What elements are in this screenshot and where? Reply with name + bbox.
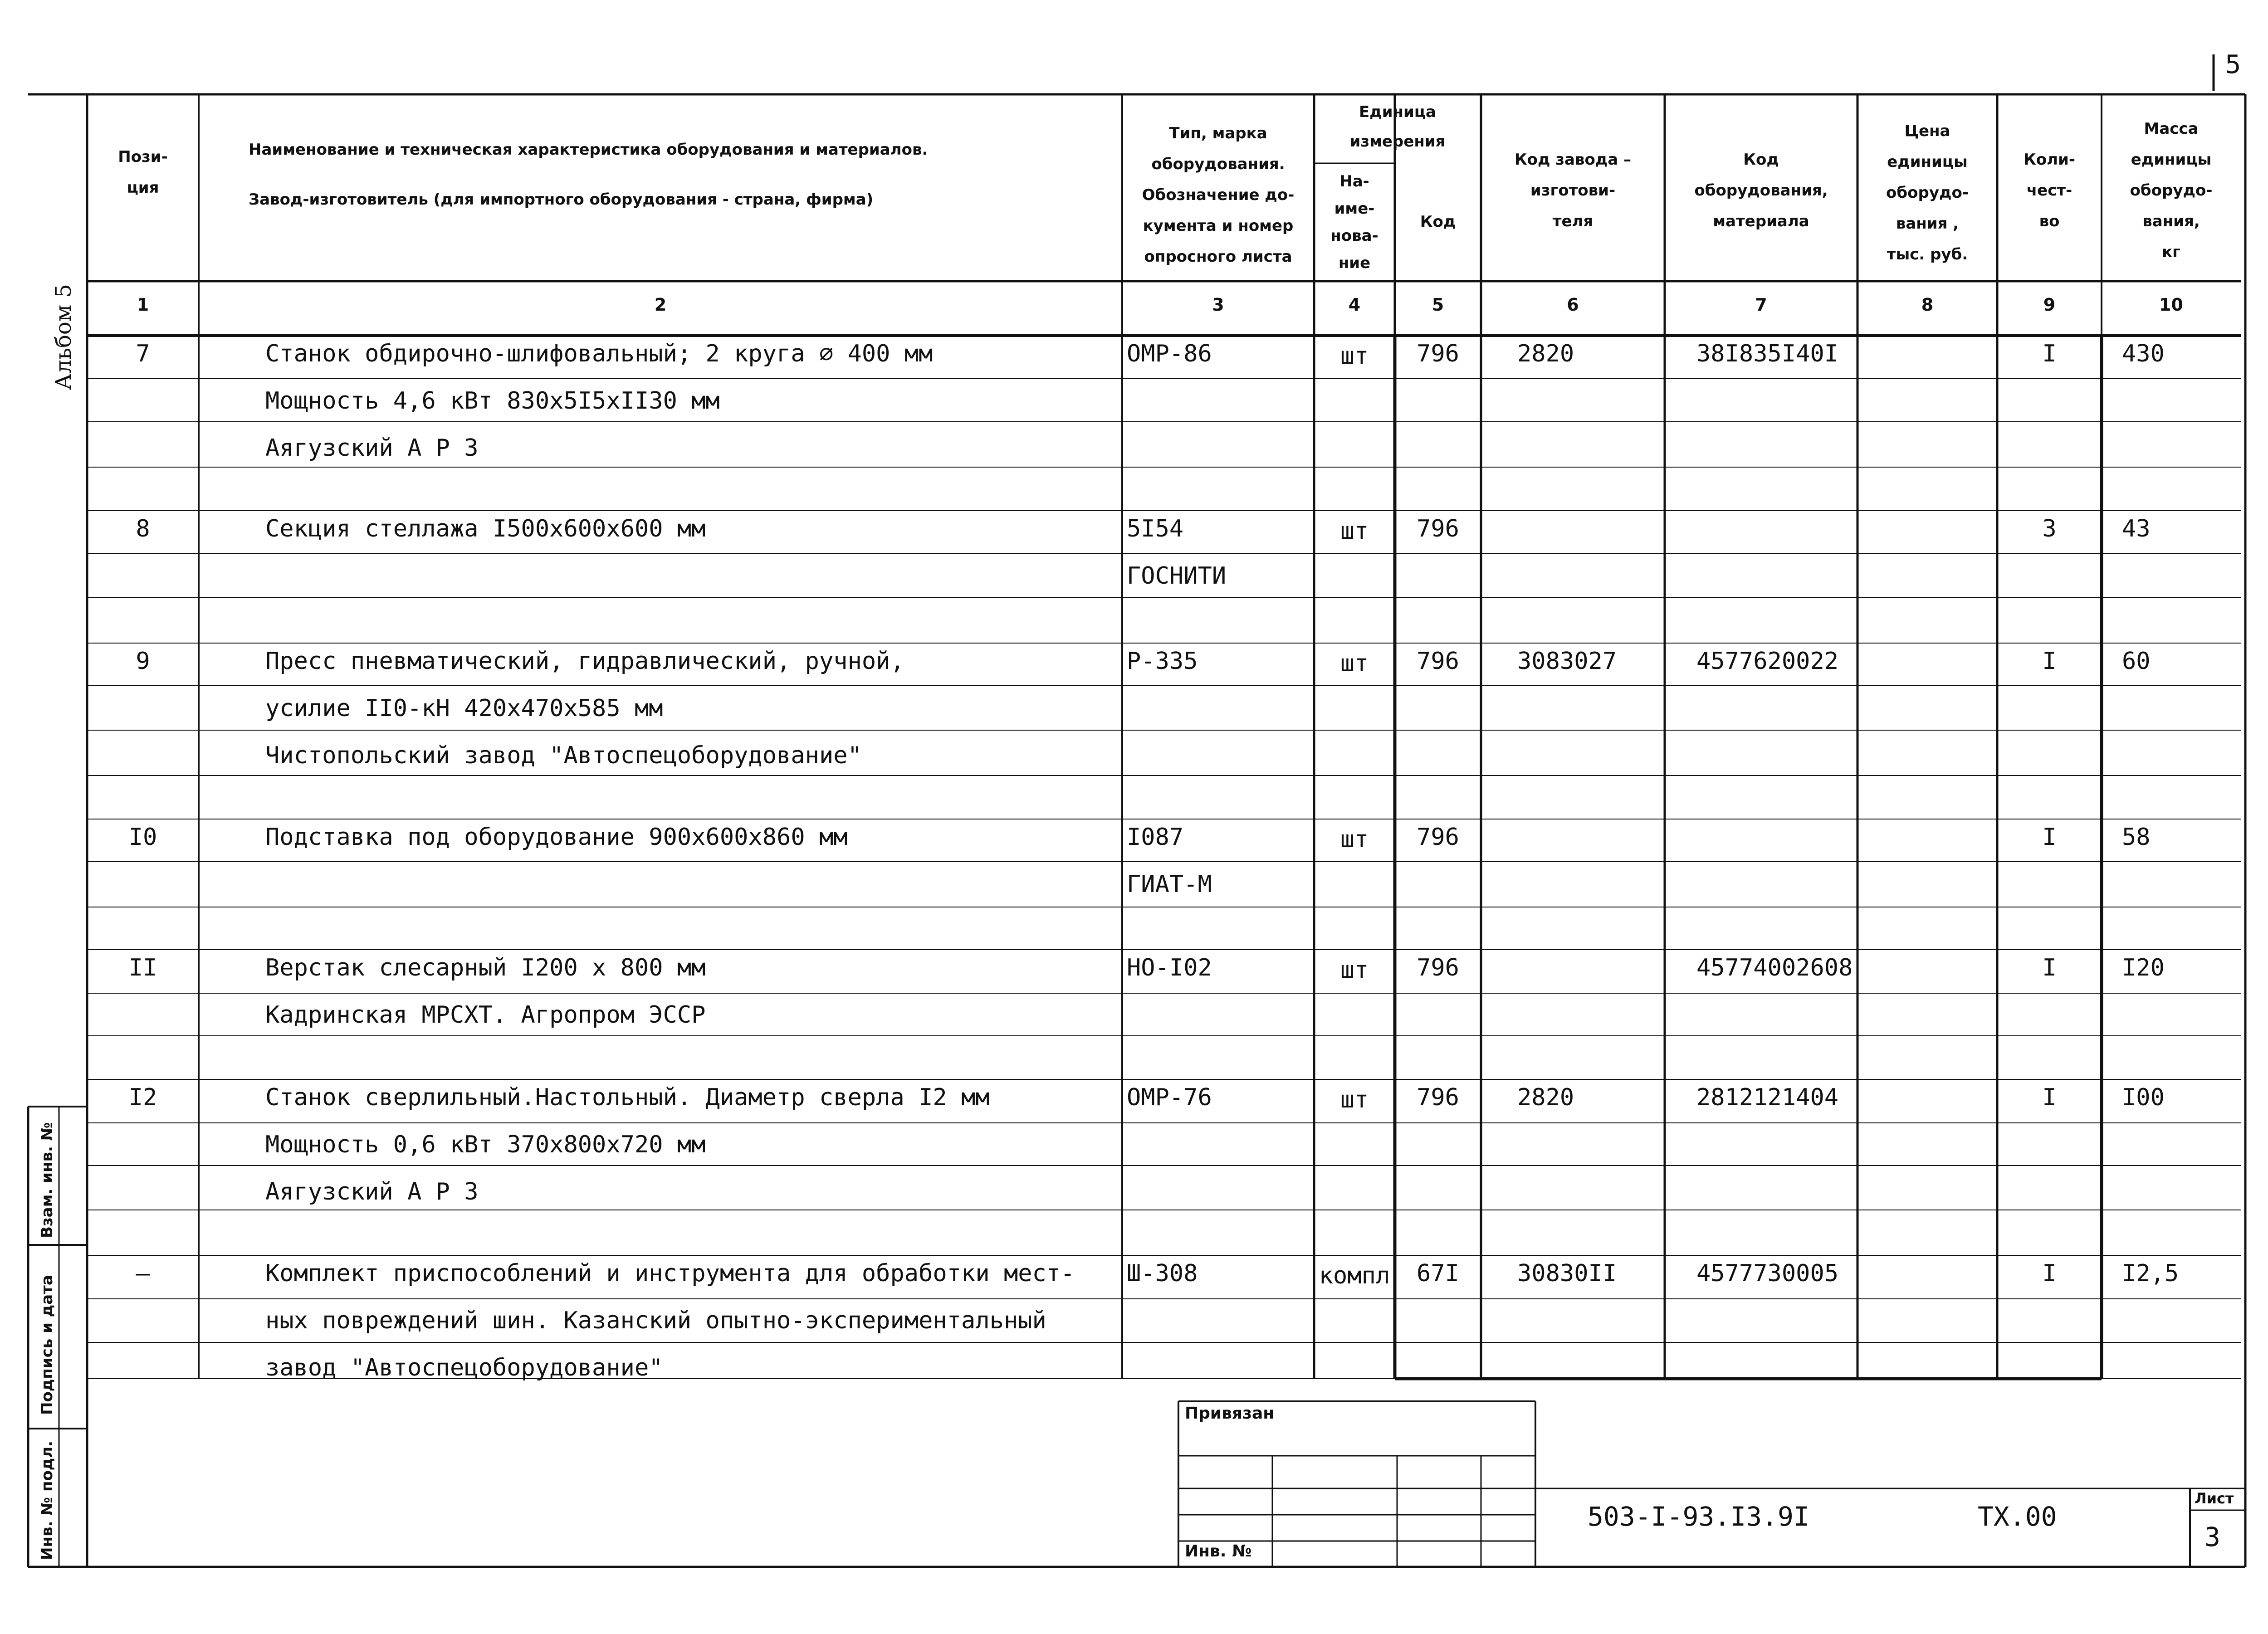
header-mass-line-3: вания, [2142, 212, 2200, 230]
stamp-list-number: 3 [2204, 1522, 2220, 1552]
header-equip-code-line-0: Код [1743, 151, 1779, 169]
column-number: 1 [137, 295, 149, 315]
row-qty: I [2042, 954, 2057, 981]
row-equip-code: 38I835I40I [1696, 340, 1839, 367]
header-mass-line-0: Масса [2144, 120, 2199, 138]
column-number: 7 [1755, 295, 1767, 315]
header-unit-code: Код [1420, 213, 1456, 231]
header-factory-code-line-1: изготови- [1530, 181, 1616, 200]
row-name-line: Подставка под оборудование 900х600х860 мм [265, 824, 848, 851]
header-unit-group-line-1: измерения [1349, 132, 1446, 151]
header-unit-group-line-0: Единица [1359, 103, 1436, 121]
row-name-line: Аягузский А Р З [265, 1178, 479, 1205]
sheet-corner-number: 5 [2225, 50, 2241, 79]
header-qty-line-1: чест- [2026, 181, 2072, 200]
row-mass: I2,5 [2122, 1260, 2179, 1287]
header-unit-name-line-0: На- [1339, 172, 1369, 190]
column-number: 2 [654, 295, 667, 315]
column-number: 4 [1348, 295, 1361, 315]
row-name-line: Мощность 4,6 кВт 830х5I5хII30 мм [265, 387, 720, 415]
row-mass: 58 [2122, 824, 2151, 851]
row-type-line: Ш-308 [1127, 1260, 1198, 1287]
row-type-line: ГИАТ-М [1127, 871, 1212, 898]
row-factory-code: 30830II [1517, 1260, 1617, 1287]
row-unit: шт [1340, 826, 1369, 853]
column-number: 3 [1212, 295, 1224, 315]
row-equip-code: 4577730005 [1696, 1260, 1839, 1287]
row-type-line: Р-335 [1127, 648, 1198, 675]
row-unit: шт [1340, 1086, 1369, 1113]
header-mass-line-4: кг [2162, 243, 2180, 261]
header-price-line-0: Цена [1904, 122, 1950, 140]
stamp-inv-no: Инв. № [1185, 1542, 1252, 1561]
row-name-line: Аягузский А Р З [265, 434, 479, 462]
row-equip-code: 4577620022 [1696, 648, 1839, 675]
header-unit-name-line-2: нова- [1330, 227, 1378, 245]
stamp-section: ТХ.00 [1978, 1501, 2057, 1532]
stamp-doc-code: 503-I-93.I3.9I [1588, 1501, 1809, 1532]
row-unit: шт [1340, 956, 1369, 984]
row-equip-code: 45774002608 [1696, 954, 1853, 981]
header-price-line-3: вания , [1896, 215, 1959, 233]
row-pos: I0 [128, 824, 157, 851]
row-type-line: НО-I02 [1127, 954, 1212, 981]
row-name-line: Станок сверлильный.Настольный. Диаметр сверла I2 мм [265, 1084, 990, 1111]
row-unit: шт [1340, 650, 1369, 677]
row-mass: 60 [2122, 648, 2151, 675]
row-name-line: Комплект приспособлений и инструмента для обработки мест- [265, 1260, 1075, 1287]
row-unit-code: 796 [1417, 340, 1459, 367]
row-unit-code: 796 [1417, 648, 1459, 675]
header-price-line-1: единицы [1887, 153, 1968, 171]
row-qty: 3 [2042, 515, 2057, 542]
row-qty: I [2042, 1084, 2057, 1111]
row-type-line: I087 [1127, 824, 1184, 851]
header-unit-name-line-3: ние [1338, 254, 1371, 272]
row-qty: I [2042, 340, 2057, 367]
header-pos-line-1: ция [127, 179, 159, 197]
side-label-vzam-inv: Взам. инв. № [38, 1122, 56, 1238]
column-number: 9 [2043, 295, 2056, 315]
header-pos-line-0: Пози- [118, 148, 168, 166]
row-qty: I [2042, 824, 2057, 851]
row-unit: компл [1319, 1262, 1390, 1289]
column-number: 5 [1432, 295, 1444, 315]
album-label: Альбом 5 [51, 284, 76, 390]
header-type-line-1: оборудования. [1151, 155, 1285, 173]
row-name-line: Пресс пневматический, гидравлический, ручной, [265, 648, 904, 675]
row-name-line: Мощность 0,6 кВт 370х800х720 мм [265, 1131, 706, 1158]
column-number: 8 [1921, 295, 1934, 315]
header-type-line-0: Тип, марка [1169, 124, 1267, 142]
header-type-line-2: Обозначение до- [1142, 186, 1295, 204]
row-unit: шт [1340, 517, 1369, 545]
row-unit-code: 796 [1417, 515, 1459, 542]
header-unit-name-line-1: име- [1334, 200, 1375, 218]
row-type-line: ОМР-86 [1127, 340, 1212, 367]
row-factory-code: 3083027 [1517, 648, 1617, 675]
row-equip-code: 2812121404 [1696, 1084, 1839, 1111]
header-qty-line-2: во [2039, 212, 2060, 230]
row-name-line: Секция стеллажа I500х600х600 мм [265, 515, 706, 542]
row-qty: I [2042, 1260, 2057, 1287]
column-number: 6 [1567, 295, 1579, 315]
stamp-list-label: Лист [2195, 1490, 2234, 1507]
row-unit-code: 796 [1417, 1084, 1459, 1111]
row-factory-code: 2820 [1517, 340, 1574, 367]
row-unit-code: 796 [1417, 824, 1459, 851]
row-mass: 43 [2122, 515, 2151, 542]
row-mass: I00 [2122, 1084, 2165, 1111]
header-factory-code-line-0: Код завода – [1514, 151, 1632, 169]
header-price-line-2: оборудо- [1886, 184, 1969, 202]
row-type-line: 5I54 [1127, 515, 1184, 542]
row-pos: I2 [128, 1084, 157, 1111]
row-name-line: усилие II0-кН 420х470х585 мм [265, 695, 663, 722]
row-pos: – [136, 1260, 150, 1287]
header-name-line-1: Завод-изготовитель (для импортного оборудования - страна, фирма) [249, 190, 874, 209]
row-factory-code: 2820 [1517, 1084, 1574, 1111]
row-mass: I20 [2122, 954, 2165, 981]
row-type-line: ОМР-76 [1127, 1084, 1212, 1111]
row-pos: 7 [136, 340, 150, 367]
row-pos: 9 [136, 648, 150, 675]
header-type-line-4: опросного листа [1144, 248, 1292, 266]
row-name-line: завод "Автоспецоборудование" [265, 1354, 663, 1381]
header-qty-line-0: Коли- [2024, 151, 2075, 169]
header-type-line-3: кумента и номер [1143, 217, 1294, 235]
row-pos: 8 [136, 515, 150, 542]
row-name-line: Верстак слесарный I200 х 800 мм [265, 954, 706, 981]
header-equip-code-line-1: оборудования, [1694, 181, 1828, 200]
side-label-podpis-data: Подпись и дата [38, 1275, 56, 1415]
row-name-line: Чистопольский завод "Автоспецоборудование" [265, 742, 862, 769]
row-pos: II [128, 954, 157, 981]
row-name-line: Станок обдирочно-шлифовальный; 2 круга ∅ 400 мм [265, 340, 933, 367]
row-unit-code: 67I [1417, 1260, 1459, 1287]
header-mass-line-2: оборудо- [2130, 181, 2213, 200]
header-equip-code-line-2: материала [1713, 212, 1809, 230]
header-name-line-0: Наименование и техническая характеристика оборудования и материалов. [249, 141, 928, 159]
row-qty: I [2042, 648, 2057, 675]
header-mass-line-1: единицы [2131, 151, 2212, 169]
row-type-line: ГОСНИТИ [1127, 562, 1227, 590]
column-number: 10 [2159, 295, 2183, 315]
row-unit-code: 796 [1417, 954, 1459, 981]
side-label-inv-podl: Инв. № подл. [38, 1440, 56, 1560]
header-factory-code-line-2: теля [1552, 212, 1593, 230]
row-name-line: ных повреждений шин. Казанский опытно-экспериментальный [265, 1307, 1046, 1334]
stamp-privyazan: Привязан [1185, 1404, 1275, 1423]
row-unit: шт [1340, 342, 1369, 370]
header-price-line-4: тыс. руб. [1887, 245, 1968, 263]
row-mass: 430 [2122, 340, 2165, 367]
row-name-line: Кадринская МРСХТ. Агропром ЭССР [265, 1001, 706, 1029]
